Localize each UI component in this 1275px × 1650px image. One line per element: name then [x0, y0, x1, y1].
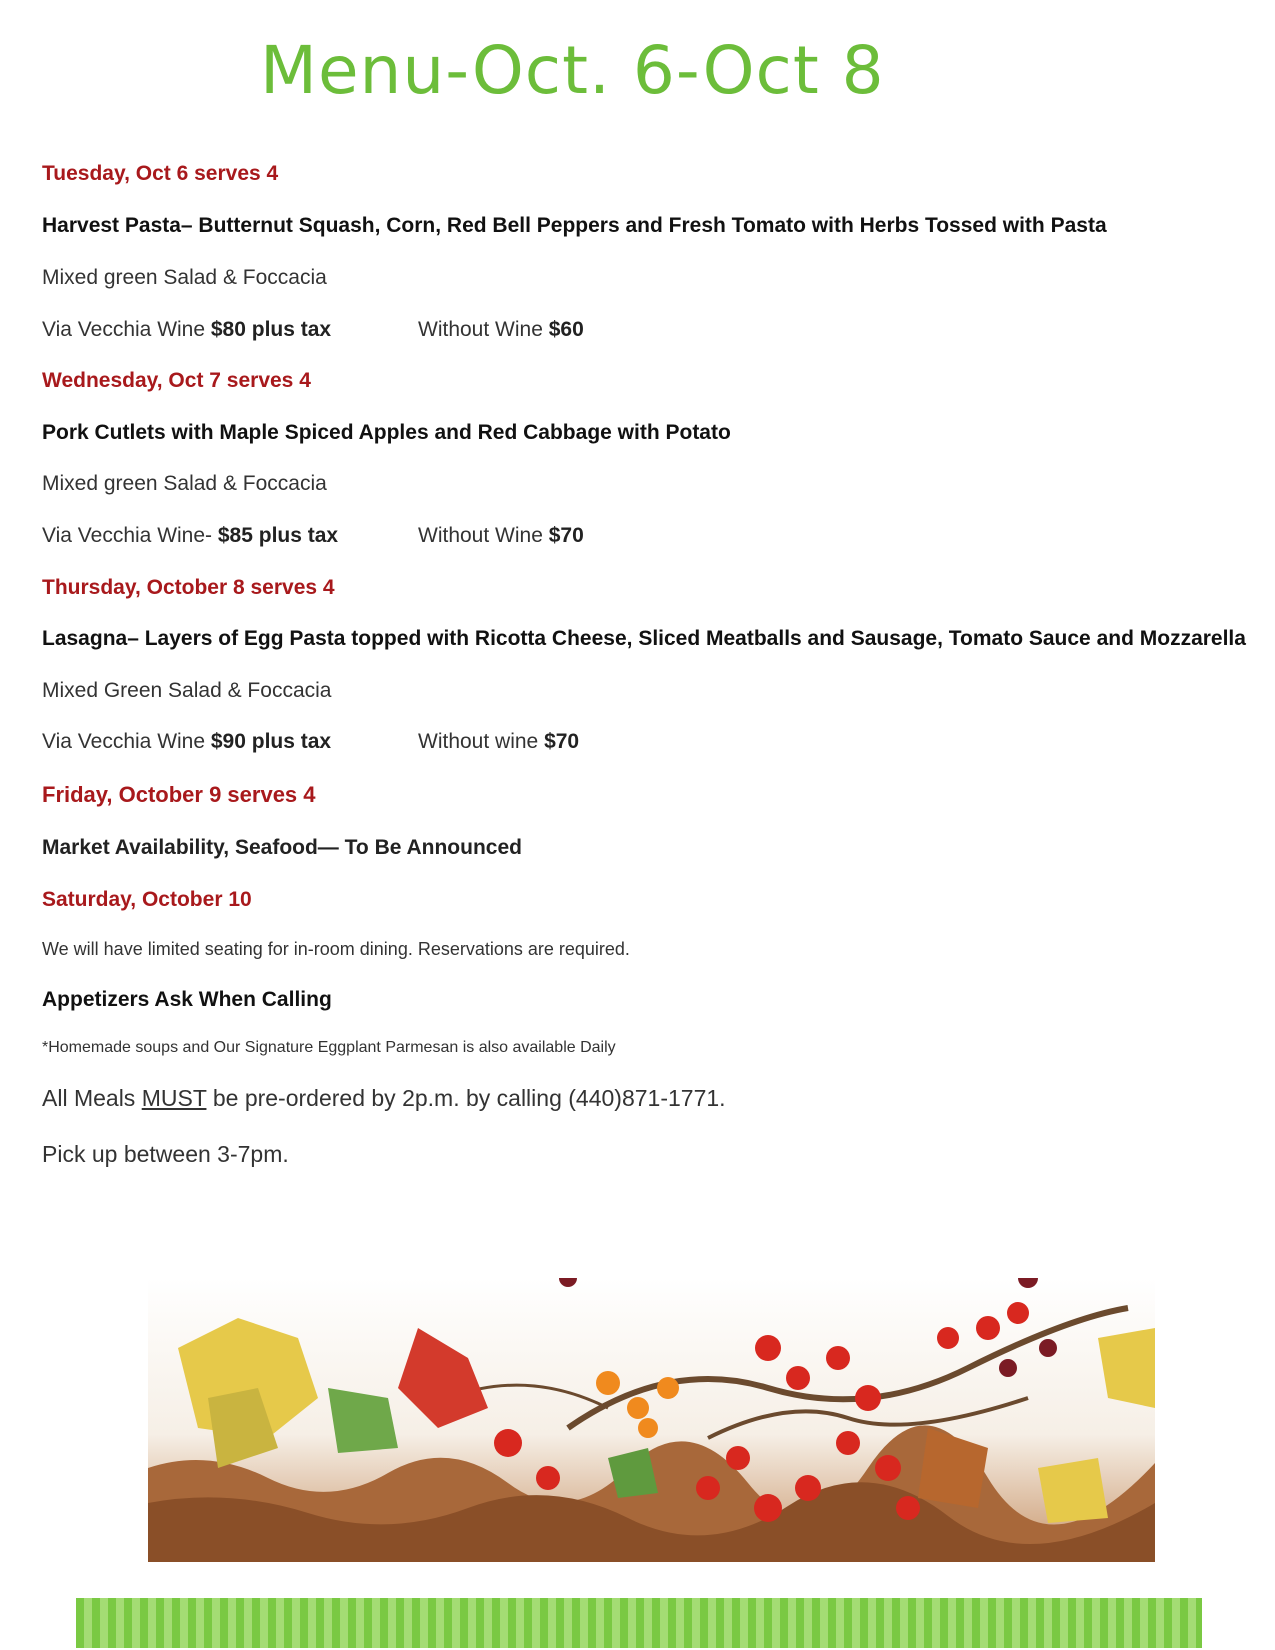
price-row-thursday — [42, 730, 579, 754]
nowine-label: Without wine — [418, 730, 545, 753]
nowine-price: $70 — [548, 524, 584, 547]
preorder-suffix: be pre-ordered by 2p.m. by calling (440)871-1771. — [206, 1085, 726, 1111]
preorder-note — [42, 1085, 726, 1112]
nowine-label: Without Wine — [418, 524, 549, 547]
day-heading-friday: Friday, October 9 serves 4 — [42, 782, 316, 807]
appetizers-note: Appetizers Ask When Calling — [42, 988, 332, 1011]
side-thursday: Mixed Green Salad & Foccacia — [42, 679, 332, 702]
day-heading-wednesday: Wednesday, Oct 7 serves 4 — [42, 369, 311, 392]
wine-label: Via Vecchia Wine — [42, 730, 211, 753]
seating-note: We will have limited seating for in-room dining. Reservations are required. — [42, 939, 630, 959]
day-heading-thursday: Thursday, October 8 serves 4 — [42, 576, 335, 599]
dish-wednesday: Pork Cutlets with Maple Spiced Apples and Red Cabbage with Potato — [42, 421, 731, 444]
side-wednesday: Mixed green Salad & Foccacia — [42, 472, 327, 495]
price-row-wednesday — [42, 524, 584, 548]
preorder-must: MUST — [141, 1085, 207, 1111]
wine-price: $85 plus tax — [217, 524, 339, 547]
wine-price: $90 plus tax — [210, 730, 332, 753]
dish-thursday: Lasagna– Layers of Egg Pasta topped with Ricotta Cheese, Sliced Meatballs and Sausage, Tomato Sauce and Mozzarella — [42, 627, 1246, 650]
wine-label: Via Vecchia Wine — [42, 318, 211, 341]
nowine-price: $60 — [548, 318, 584, 341]
page-title: Menu-Oct. 6-Oct 8 — [260, 32, 885, 109]
soups-note: *Homemade soups and Our Signature Eggplant Parmesan is also available Daily — [42, 1039, 616, 1056]
pickup-note: Pick up between 3-7pm. — [42, 1141, 289, 1167]
side-tuesday: Mixed green Salad & Foccacia — [42, 266, 327, 289]
preorder-prefix: All Meals — [42, 1085, 142, 1111]
price-row-tuesday — [42, 318, 584, 342]
dish-friday: Market Availability, Seafood— To Be Announced — [42, 836, 522, 859]
decorative-stripe-bar — [76, 1598, 1202, 1648]
day-heading-saturday: Saturday, October 10 — [42, 888, 252, 911]
nowine-label: Without Wine — [418, 318, 549, 341]
day-heading-tuesday: Tuesday, Oct 6 serves 4 — [42, 162, 279, 185]
wine-price: $80 plus tax — [210, 318, 332, 341]
nowine-price: $70 — [544, 730, 580, 753]
dish-tuesday: Harvest Pasta– Butternut Squash, Corn, Red Bell Peppers and Fresh Tomato with Herbs Tossed with Pasta — [42, 214, 1107, 237]
autumn-leaves-berries-image — [148, 1278, 1155, 1562]
wine-label: Via Vecchia Wine- — [42, 524, 218, 547]
